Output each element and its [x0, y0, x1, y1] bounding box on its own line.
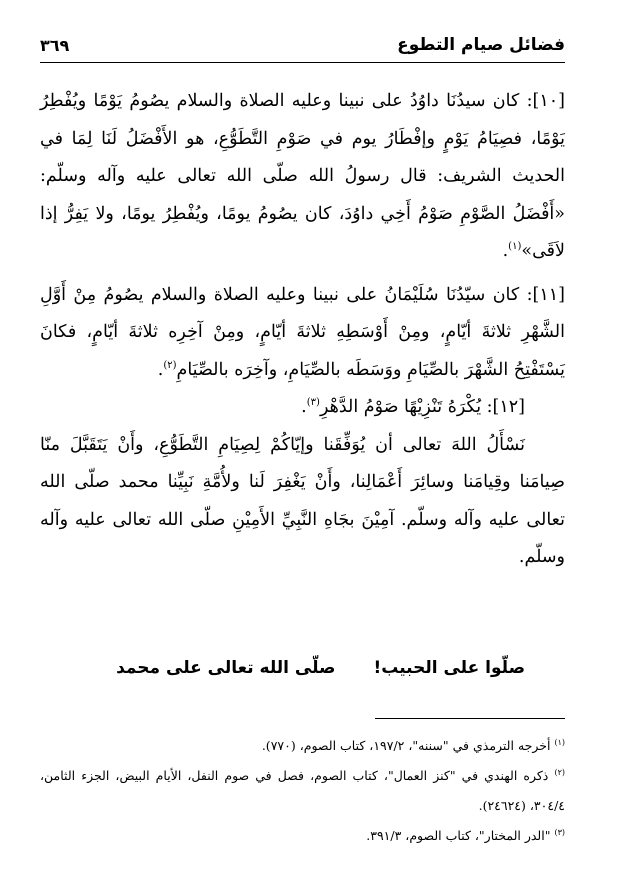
footnote-number: (٢): [554, 767, 565, 777]
salawat-response: صلّى الله تعالى على محمد: [116, 658, 336, 678]
paragraph-end: .: [157, 359, 164, 380]
chapter-title: فضائل صيام التطوع: [397, 35, 565, 55]
footnote-ref: (١): [508, 241, 522, 253]
running-header: [40, 30, 565, 60]
salawat-line: [40, 658, 565, 678]
closing-prayer: [40, 427, 565, 577]
footnotes: [40, 731, 565, 851]
footnote-item: [40, 761, 565, 821]
page-number: ٣٦٩: [40, 35, 70, 55]
footnote-text: أخرجه الترمذي في "سننه"، ١٩٧/٢، كتاب الصوم، (٧٧٠).: [261, 738, 551, 753]
footnote-number: (٣): [554, 827, 565, 837]
salawat-call: صلّوا على الحبيب!: [373, 658, 525, 678]
paragraph-text: [١٠]: كان سيدُنَا داوُدُ على نبينا وعليه الصلاة والسلام يصُومُ يَوْمًا ويُفْطِرُ يَوْمًا، فصِيَامُ يَوْمٍ وإفْطَارُ يوم في صَوْمِ التَّطَوُّعِ، هو الأَفْضَلُ لَنَا لِمَا في الحديث الشريف: قال رسولُ الله صلّى الله تعالى عليه وآله وسلّم: «أَفْضَلُ الصَّوْمِ صَوْمُ أَخِي داوُدَ، كان يصُومُ يومًا، ويُفْطِرُ يومًا، ولا يَفِرُّ إذا لاَقَى»: [40, 91, 565, 261]
paragraph-end: .: [502, 241, 509, 261]
paragraph-10: [40, 83, 565, 271]
paragraph-12: [40, 389, 565, 427]
footnote-text: "الدر المختار"، كتاب الصوم، ٣٩١/٣.: [366, 828, 551, 843]
paragraph-text: [١١]: كان سيّدُنَا سُلَيْمَانُ على نبينا وعليه الصلاة والسلام يصُومُ مِنْ أَوَّلِ الشَّهْرِ ثلاثةَ أيّامٍ، ومِنْ أَوْسَطِهِ ثلاثةَ أيّامٍ، ومِنْ آخِرِه ثلاثةَ أيّامٍ، فكانَ يَسْتَفْتِحُ الشَّهْرَ بالصِّيَامِ ووَسَطَه بالصِّيَامِ، وآخِرَه بالصِّيَامِ: [40, 284, 565, 380]
paragraph-11: [40, 277, 565, 390]
footnote-item: [40, 731, 565, 761]
header-rule: [40, 62, 565, 63]
main-text: [40, 83, 565, 577]
footnote-number: (١): [554, 737, 565, 747]
paragraph-text: [١٢]: يُكْرَهُ تَنْزِيْهًا صَوْمُ الدَّهْرِ: [319, 397, 525, 417]
footnote-ref: (٢): [163, 359, 177, 371]
footnote-item: [40, 821, 565, 851]
paragraph-end: .: [301, 397, 307, 417]
footnote-rule: [375, 718, 565, 719]
footnote-ref: (٣): [306, 397, 320, 409]
footnote-text: ذكره الهندي في "كنز العمال"، كتاب الصوم، فصل في صوم النفل، الأيام البيض، الجزء الثامن، ٣٠٤/٤، (٢٤٦٢٤).: [40, 768, 565, 813]
paragraph-text: نَسْأَلُ اللهَ تعالى أن يُوَفِّقَنا وإيّاكُمْ لِصِيَامِ التَّطَوُّعِ، وأَنْ يَتَقَبَّلَ منّا صِيامَنا وقِيامَنا وسائِرَ أَعْمَالِنا، وأَنْ يَغْفِرَ لَنا ولأُمَّةِ نَبِيِّنا محمد صلّى الله تعالى عليه وآله وسلّم. آمِيْنَ بجَاهِ النَّبِيِّ الأَمِيْنِ صلّى الله تعالى عليه وآله وسلّم.: [40, 434, 565, 567]
